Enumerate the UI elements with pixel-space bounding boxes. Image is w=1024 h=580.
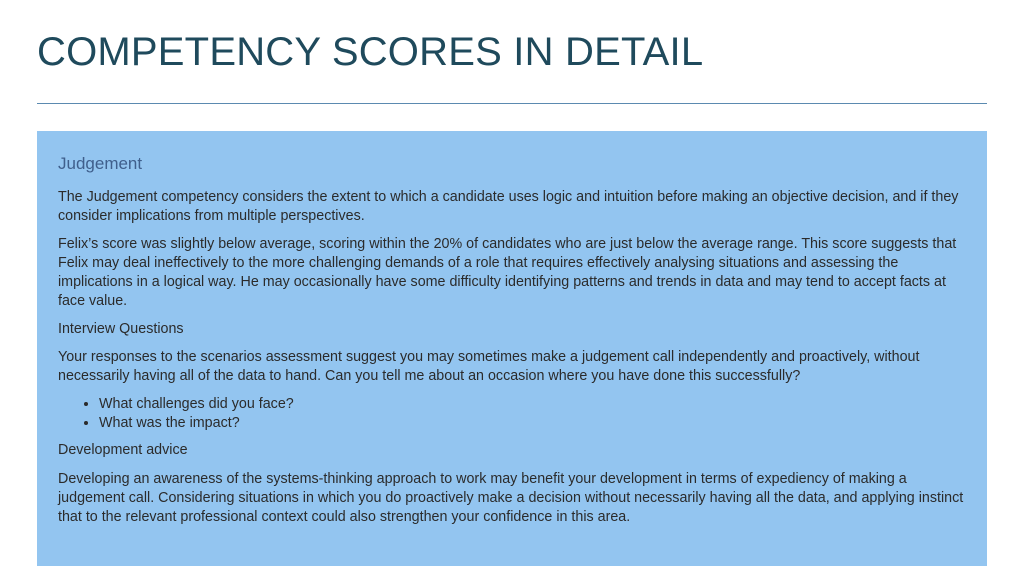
development-advice-heading: Development advice [58, 442, 188, 459]
title-divider [37, 103, 987, 104]
interview-question: Your responses to the scenarios assessment suggest you may sometimes make a judgement call independently and proactively, without necessarily having all of the data to hand. Can you tell me about an occasion where you have done this successfully? [58, 349, 920, 385]
list-item: • What was the impact? [99, 414, 967, 433]
competency-panel [37, 131, 987, 566]
section-heading: Judgement [58, 154, 143, 173]
competency-description: The Judgement competency considers the extent to which a candidate uses logic and intuition before making an objective decision, and if they consider implications from multiple perspectives. [58, 189, 959, 225]
follow-up-list [58, 395, 967, 434]
development-advice-text: Developing an awareness of the systems-thinking approach to work may benefit your development in terms of expediency of making a judgement call. Considering situations in which you do proactively make a decision without necessarily having all the data, and applying instinct that to the relevant professional context could also strengthen your confidence in this area. [58, 470, 964, 526]
interview-questions-heading: Interview Questions [58, 320, 184, 337]
score-summary: Felix’s score was slightly below average, scoring within the 20% of candidates who are just below the average range. This score suggests that Felix may deal ineffectively to the more challenging demands of a role that requires effectively analysing situations and assessing the implications in a logical way. He may occasionally have some difficulty identifying patterns and trends in data and may tend to accept facts at face value. [58, 235, 957, 310]
page-title: COMPETENCY SCORES IN DETAIL [37, 30, 704, 74]
list-item: • What challenges did you face? [99, 395, 967, 414]
